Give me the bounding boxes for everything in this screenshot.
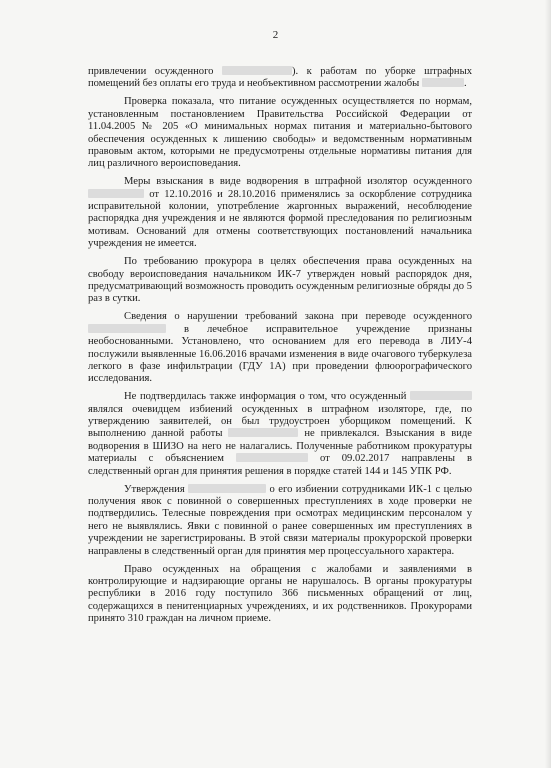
- paragraph-4: [88, 256, 472, 306]
- redacted-name: [222, 66, 292, 75]
- redacted-name: [228, 428, 298, 437]
- paragraph-text: Утверждения: [124, 483, 189, 495]
- redacted-name: [188, 484, 266, 493]
- paragraph-text: Сведения о нарушении требований закона при переводе осужденного: [124, 311, 472, 323]
- paragraph-text: .: [463, 78, 467, 90]
- paragraph-text: ). к работам по уборке штрафных помещений без оплаты его труда и необъективном рассмотрении жалобы: [88, 66, 472, 90]
- paragraph-text: о его избиении сотрудниками ИК-1 с целью получения явок с повинной о совершенных преступлениях в ходе проверки не подтвердились. Телесные повреждения при осмотрах медицинским персоналом у него не выявлялись. Явки с повинной о ранее совершенных им преступлениях в учреждении не зарегистрированы. В этой связи материалы прокурорской проверки направлены в следственный орган для принятия мер процессуального характера.: [88, 483, 472, 557]
- paragraph-5: [88, 311, 472, 385]
- paragraph-8: [88, 564, 472, 626]
- paragraph-text: от 09.02.2017 направлены в следственный орган для принятия решения в порядке статей 144 и 145 УПК РФ.: [88, 453, 473, 477]
- document-body: [88, 66, 472, 631]
- paragraph-7: [88, 484, 472, 558]
- paragraph-text: в лечебное исправительное учреждение признаны необоснованными. Установлено, что основанием для его перевода в ЛИУ-4 послужили выявленные 16.06.2016 врачами изменения в виде очагового туберкулеза легкого в фазе инфильтрации (ГДУ 1А) при проведении флюорографического исследования.: [88, 323, 472, 385]
- redacted-name: [88, 324, 166, 333]
- paragraph-1: [88, 66, 472, 91]
- redacted-name: [88, 189, 144, 198]
- paragraph-text: Не подтвердилась также информация о том, что осужденный: [124, 391, 410, 403]
- page-number: 2: [272, 29, 279, 41]
- paragraph-text: По требованию прокурора в целях обеспечения права осужденных на свободу вероисповедания начальником ИК-7 утвержден новый распорядок дня, предусматривающий возможность проводить осужденным религиозные обряды до 5 раз в сутки.: [88, 256, 472, 305]
- redacted-name: [236, 453, 308, 462]
- paragraph-text: Проверка показала, что питание осужденных осуществляется по нормам, установленным постановлением Правительства Российской Федерации от 11.04.2005 № 205 «О минимальных нормах питания и материально-бытового обеспечения осужденных к лишению свободы» и ведомственным нормативным правовым актом, которыми не предусмотрены отдельные нормативы питания для лиц различного вероисповедания.: [88, 96, 472, 170]
- paragraph-text: от 12.10.2016 и 28.10.2016 применялись за оскорбление сотрудника исправительной колонии, употребление жаргонных выражений, несоблюдение распорядка дня учреждения и не являются формой преследования по религиозным мотивам. Оснований для отмены соответствующих постановлений начальника учреждения не имеется.: [88, 188, 472, 250]
- paragraph-3: [88, 176, 472, 250]
- paragraph-text: Право осужденных на обращения с жалобами и заявлениями в контролирующие и надзирающие органы не нарушалось. В органы прокуратуры республики в 2016 году поступило 366 письменных обращений от лиц, содержащихся в пенитенциарных учреждениях, и их родственников. Прокурорами принято 310 граждан на личном приеме.: [88, 563, 472, 625]
- redacted-name: [410, 391, 472, 400]
- paragraph-text: не привлекался. Взыскания в виде водворения в ШИЗО на него не налагались. Полученные работником прокуратуры материалы с объяснением: [88, 428, 472, 465]
- paragraph-text: привлечении осужденного: [88, 66, 222, 77]
- paragraph-2: [88, 96, 472, 170]
- paragraph-6: [88, 391, 472, 478]
- redacted-name: [422, 78, 464, 87]
- paragraph-text: Меры взыскания в виде водворения в штрафной изолятор осужденного: [124, 176, 472, 188]
- paragraph-text: являлся очевидцем избиений осужденных в штрафном изоляторе, где, по утверждению заявителей, он был трудоустроен уборщиком помещений. К выполнению данной работы: [88, 403, 472, 440]
